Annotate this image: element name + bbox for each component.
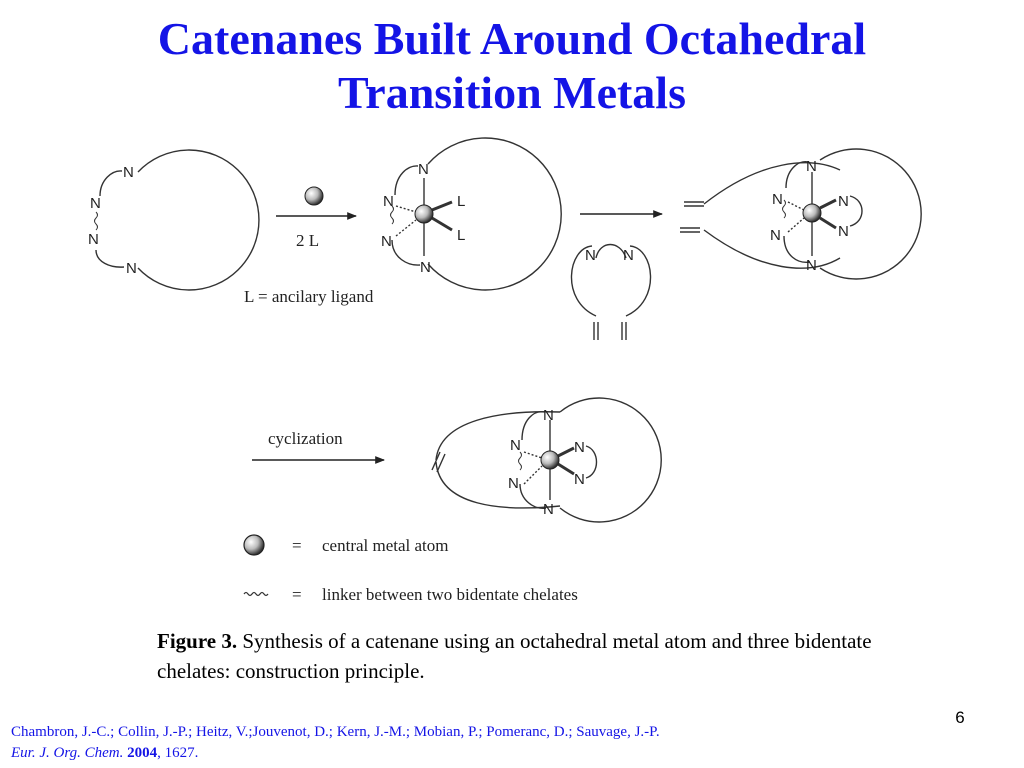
legend-equals: = xyxy=(292,585,302,604)
ligand-l: L xyxy=(457,193,466,210)
scheme-legend xyxy=(244,535,578,604)
atom-n: N xyxy=(838,193,849,210)
atom-n: N xyxy=(838,223,849,240)
atom-n: N xyxy=(510,437,521,454)
open-chain-chelate xyxy=(571,245,650,341)
page-number: 6 xyxy=(955,708,965,727)
atom-n: N xyxy=(381,233,392,250)
atom-n: N xyxy=(806,158,817,175)
atom-n: N xyxy=(383,193,394,210)
atom-n: N xyxy=(543,407,554,424)
atom-n: N xyxy=(772,191,783,208)
atom-n: N xyxy=(806,257,817,274)
ligand-definition: L = ancilary ligand xyxy=(244,287,374,306)
metal-atom-sphere-icon xyxy=(244,535,264,555)
atom-n: N xyxy=(420,259,431,276)
metal-atom-sphere-icon xyxy=(541,451,559,469)
reference-citation xyxy=(11,722,1011,764)
reference-pages: , 1627. xyxy=(157,745,199,761)
figure-caption-text: Synthesis of a catenane using an octahedral metal atom and three bidentate chelates: construction principle. xyxy=(157,629,872,683)
metal-atom-sphere-icon xyxy=(305,187,323,205)
title-line-1: Catenanes Built Around Octahedral xyxy=(157,13,867,64)
atom-n: N xyxy=(90,195,101,212)
atom-n: N xyxy=(770,227,781,244)
atom-n: N xyxy=(508,475,519,492)
atom-n: N xyxy=(623,247,634,264)
figure-label: Figure 3. xyxy=(157,629,238,653)
cyclization-label: cyclization xyxy=(268,429,343,448)
legend-central-metal-atom: central metal atom xyxy=(322,536,449,555)
metal-atom-sphere-icon xyxy=(415,205,433,223)
atom-n: N xyxy=(88,231,99,248)
atom-n: N xyxy=(585,247,596,264)
reference-year: 2004 xyxy=(127,745,158,761)
pre-catenane-complex xyxy=(680,149,921,279)
title-line-2: Transition Metals xyxy=(338,67,686,118)
legend-linker: linker between two bidentate chelates xyxy=(322,585,578,604)
macrocycle-with-chelate xyxy=(95,150,259,290)
reagent-2l-label: 2 L xyxy=(296,231,320,250)
figure-caption xyxy=(157,626,897,686)
atom-n: N xyxy=(574,471,585,488)
atom-n: N xyxy=(574,439,585,456)
reference-journal: Eur. J. Org. Chem. xyxy=(11,745,124,761)
atom-n: N xyxy=(126,260,137,277)
ligand-l: L xyxy=(457,227,466,244)
metal-atom-sphere-icon xyxy=(803,204,821,222)
atom-n: N xyxy=(418,161,429,178)
reference-authors: Chambron, J.-C.; Collin, J.-P.; Heitz, V.;Jouvenot, D.; Kern, J.-M.; Mobian, P.; Pomeranc, D.; Sauvage, J.-P. xyxy=(11,724,660,740)
atom-n: N xyxy=(543,501,554,518)
reference-source xyxy=(11,743,1011,764)
atom-n: N xyxy=(123,164,134,181)
wavy-linker-icon xyxy=(244,593,268,596)
legend-equals: = xyxy=(292,536,302,555)
